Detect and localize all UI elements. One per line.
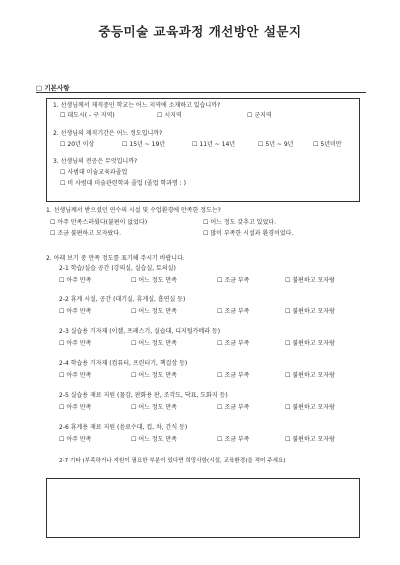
basic-q1: 1. 선생님께서 재직중인 학교는 어느 지역에 소재하고 있습니까? <box>53 102 221 109</box>
basic-q3: 3. 선생님의 전공은 무엇입니까? <box>53 158 138 165</box>
scale-very-satisfied[interactable]: ☐ 아주 만족 <box>59 341 91 347</box>
basic-q2: 2. 선생님의 재직기간은 어느 정도입니까? <box>53 130 163 137</box>
section-heading: □ 기본사항 <box>36 84 70 92</box>
item-label: 2-3 실습용 기자재 (이젤, 프레스기, 실습대, 디지털카메라 등) <box>59 328 221 335</box>
item-label: 2-5 실습용 재료 지원 (물감, 판화용 판, 조각도, 닥표, 도화지 등) <box>59 392 228 399</box>
q1-option-county[interactable]: ☐ 군지역 <box>247 113 272 119</box>
scale-lacking[interactable]: ☐ 불편하고 모자람 <box>285 341 335 347</box>
scale-slightly-lacking[interactable]: ☐ 조금 부족 <box>217 373 249 379</box>
q2-option-15-19[interactable]: ☐ 15년 ~ 19년 <box>122 142 165 148</box>
scale-lacking[interactable]: ☐ 불편하고 모자람 <box>285 373 335 379</box>
item-2-7-label: 2-7 기타 (부족하거나 지원이 필요한 부분이 있다면 희망사항(시설, 교육환경)을 적어 주세요) <box>59 458 286 464</box>
q2-option-11-14[interactable]: ☐ 11년 ~ 14년 <box>192 142 235 148</box>
scale-slightly-lacking[interactable]: ☐ 조금 부족 <box>217 405 249 411</box>
item-label: 2-2 휴게 시설, 공간 (대기실, 휴게실, 흡연실 등) <box>59 296 186 303</box>
scale-somewhat-satisfied[interactable]: ☐ 어느 정도 만족 <box>131 278 177 284</box>
scale-lacking[interactable]: ☐ 불편하고 모자람 <box>285 405 335 411</box>
q1-option-city[interactable]: ☐ 시지역 <box>157 113 182 119</box>
q1-very-lacking[interactable]: ☐ 많이 부족한 시설과 환경이었다. <box>203 231 293 237</box>
scale-very-satisfied[interactable]: ☐ 아주 만족 <box>59 309 91 315</box>
scale-slightly-lacking[interactable]: ☐ 조금 부족 <box>217 341 249 347</box>
q2-option-5-9[interactable]: ☐ 5년 ~ 9년 <box>258 142 293 148</box>
q3-option-education[interactable]: ☐ 사범대 미술교육과졸업 <box>60 170 127 176</box>
q1-somewhat[interactable]: ☐ 어느 정도 갖추고 있었다. <box>203 220 276 226</box>
scale-slightly-lacking[interactable]: ☐ 조금 부족 <box>217 309 249 315</box>
q1-satisfied[interactable]: ☐ 아주 만족스러웠다(불편이 없었다) <box>50 220 147 226</box>
item-label: 2-1 학습/실습 공간 (강의실, 실습실, 토의실) <box>59 265 176 272</box>
scale-very-satisfied[interactable]: ☐ 아주 만족 <box>59 373 91 379</box>
comments-textarea[interactable] <box>46 478 360 538</box>
survey-title: 중등미술 교육과정 개선방안 설문지 <box>98 24 302 39</box>
scale-slightly-lacking[interactable]: ☐ 조금 부족 <box>217 437 249 443</box>
scale-lacking[interactable]: ☐ 불편하고 모자람 <box>285 278 335 284</box>
scale-lacking[interactable]: ☐ 불편하고 모자람 <box>285 309 335 315</box>
question-1: 1. 선생님께서 받으셨던 연수의 시설 및 수업환경에 만족한 정도는? <box>46 207 221 214</box>
item-label: 2-4 학습용 기자재 (컴퓨터, 프린터기, 책걸상 등) <box>59 360 188 367</box>
scale-somewhat-satisfied[interactable]: ☐ 어느 정도 만족 <box>131 405 177 411</box>
scale-somewhat-satisfied[interactable]: ☐ 어느 정도 만족 <box>131 341 177 347</box>
q3-option-non-education[interactable]: ☐ 비 사범대 미술관련학과 졸업 (졸업 학과명 : ) <box>60 181 186 187</box>
item-label: 2-6 휴게용 재료 지원 (음료수대, 컵, 차, 간식 등) <box>59 424 188 431</box>
scale-very-satisfied[interactable]: ☐ 아주 만족 <box>59 278 91 284</box>
scale-slightly-lacking[interactable]: ☐ 조금 부족 <box>217 278 249 284</box>
question-2: 2. 아래 보기 중 만족 정도를 표기해 주시기 바랍니다. <box>46 255 185 262</box>
scale-lacking[interactable]: ☐ 불편하고 모자람 <box>285 437 335 443</box>
section-divider <box>36 92 366 93</box>
scale-somewhat-satisfied[interactable]: ☐ 어느 정도 만족 <box>131 437 177 443</box>
q1-lacking[interactable]: ☐ 조금 불편하고 모자랐다. <box>50 231 121 237</box>
scale-very-satisfied[interactable]: ☐ 아주 만족 <box>59 405 91 411</box>
scale-somewhat-satisfied[interactable]: ☐ 어느 정도 만족 <box>131 309 177 315</box>
scale-somewhat-satisfied[interactable]: ☐ 어느 정도 만족 <box>131 373 177 379</box>
scale-very-satisfied[interactable]: ☐ 아주 만족 <box>59 437 91 443</box>
q2-option-20plus[interactable]: ☐ 20년 이상 <box>60 142 94 148</box>
q2-option-under5[interactable]: ☐ 5년미만 <box>313 142 342 148</box>
q1-option-metro[interactable]: ☐ 대도시( - 구 지역) <box>60 113 115 119</box>
